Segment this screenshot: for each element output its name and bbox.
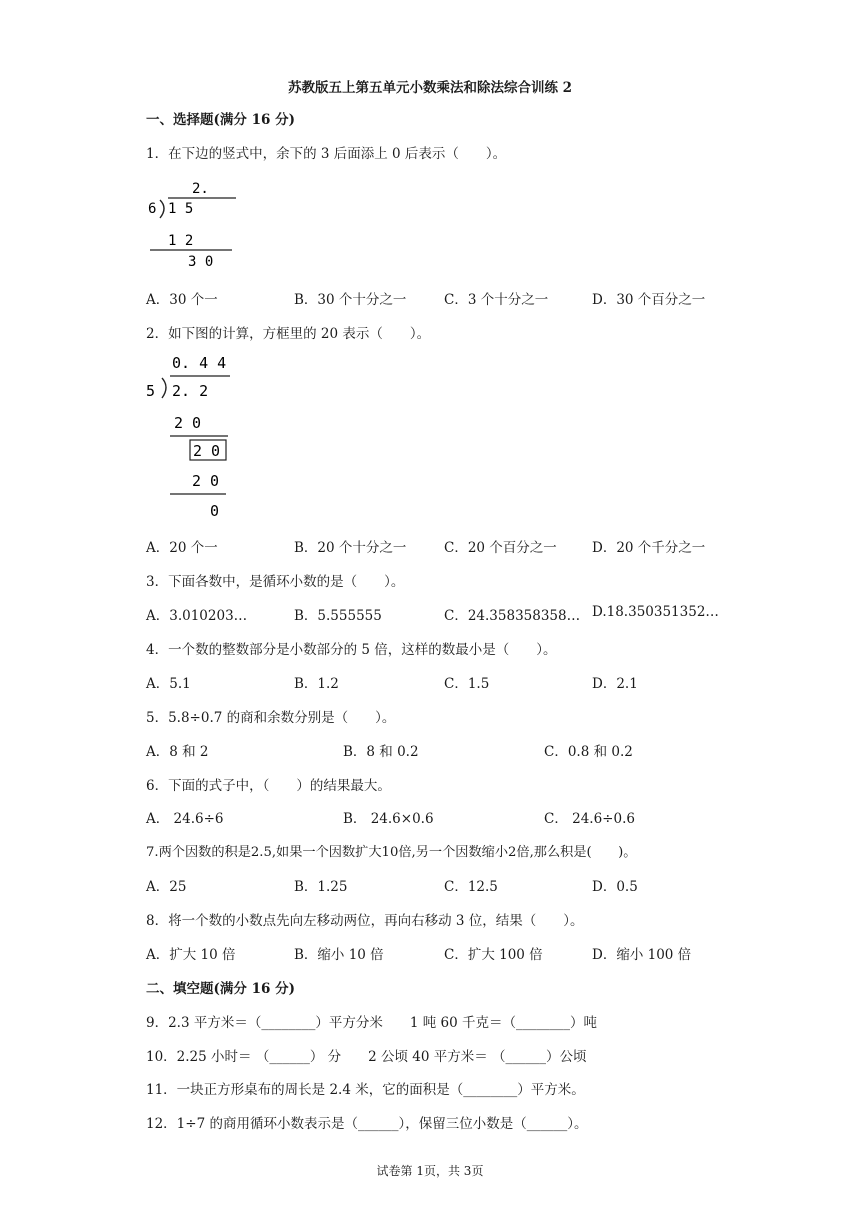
q8-option-a[interactable]: A．扩大 10 倍: [146, 947, 236, 963]
question-3: 3．下面各数中，是循环小数的是（ ）。: [146, 574, 405, 590]
division-2-boxed: 2 0: [193, 442, 221, 460]
q7-option-a[interactable]: A．25: [146, 879, 187, 895]
q1-option-c[interactable]: C．3 个十分之一: [444, 292, 549, 308]
q3-option-a[interactable]: A．3.010203…: [146, 608, 248, 624]
q8-option-c[interactable]: C．扩大 100 倍: [444, 947, 543, 963]
q1-option-d[interactable]: D．30 个百分之一: [592, 292, 706, 308]
question-1: 1．在下边的竖式中，余下的 3 后面添上 0 后表示（ ）。: [146, 146, 507, 162]
question-10: 10．2.25 小时＝ （______） 分 2 公顷 40 平方米＝ （______）公顷: [146, 1049, 587, 1065]
division-1-divisor: 6: [148, 201, 157, 217]
q1-option-a[interactable]: A．30 个一: [146, 292, 218, 308]
q5-option-c[interactable]: C．0.8 和 0.2: [544, 744, 633, 760]
q4-option-d[interactable]: D．2.1: [592, 676, 638, 692]
q8-option-d[interactable]: D．缩小 100 倍: [592, 947, 692, 963]
q7-option-d[interactable]: D．0.5: [592, 879, 638, 895]
q6-option-c[interactable]: C． 24.6÷0.6: [544, 811, 635, 827]
division-2-step1: 2 0: [174, 414, 202, 432]
q2-option-a[interactable]: A．20 个一: [146, 540, 218, 556]
division-2-divisor: 5: [146, 382, 156, 400]
q3-option-d[interactable]: D.18.350351352…: [592, 604, 719, 620]
section-heading-choice: 一、选择题(满分 16 分): [146, 112, 295, 128]
q5-option-a[interactable]: A．8 和 2: [146, 744, 209, 760]
question-6: 6．下面的式子中，（ ）的结果最大。: [146, 778, 391, 794]
q1-option-b[interactable]: B．30 个十分之一: [294, 292, 407, 308]
question-7: 7.两个因数的积是2.5,如果一个因数扩大10倍,另一个因数缩小2倍,那么积是( )。: [146, 845, 637, 860]
division-1-quotient: 2.: [192, 181, 209, 197]
question-8: 8．将一个数的小数点先向左移动两位，再向右移动 3 位，结果（ ）。: [146, 913, 584, 929]
page-footer: 试卷第 1页，共 3页: [376, 1164, 484, 1178]
q4-option-b[interactable]: B．1.2: [294, 676, 339, 692]
division-1-remainder: 3 0: [188, 254, 214, 270]
q2-option-b[interactable]: B．20 个十分之一: [294, 540, 407, 556]
division-1-dividend: 1 5: [168, 201, 194, 217]
division-2-dividend: 2. 2: [172, 382, 209, 400]
division-2-remainder: 0: [210, 502, 220, 520]
long-division-figure-1: [144, 176, 244, 272]
question-12: 12．1÷7 的商用循环小数表示是（______），保留三位小数是（______）。: [146, 1116, 588, 1132]
q4-option-a[interactable]: A．5.1: [146, 676, 191, 692]
division-2-step2: 2 0: [192, 472, 220, 490]
q7-option-c[interactable]: C．12.5: [444, 879, 498, 895]
q6-option-b[interactable]: B． 24.6×0.6: [343, 811, 434, 827]
page-title: 苏教版五上第五单元小数乘法和除法综合训练 2: [287, 80, 573, 96]
long-division-figure-2: [144, 350, 238, 522]
q2-option-c[interactable]: C．20 个百分之一: [444, 540, 557, 556]
division-1-product: 1 2: [168, 233, 194, 249]
q5-option-b[interactable]: B．8 和 0.2: [343, 744, 419, 760]
q2-option-d[interactable]: D．20 个千分之一: [592, 540, 706, 556]
q7-option-b[interactable]: B．1.25: [294, 879, 348, 895]
division-2-quotient: 0. 4 4: [172, 354, 227, 372]
question-11: 11．一块正方形桌布的周长是 2.4 米，它的面积是（________）平方米。: [146, 1082, 585, 1098]
q3-option-b[interactable]: B．5.555555: [294, 608, 382, 624]
q8-option-b[interactable]: B．缩小 10 倍: [294, 947, 384, 963]
question-2: 2．如下图的计算，方框里的 20 表示（ ）。: [146, 326, 431, 342]
q3-option-c[interactable]: C．24.358358358…: [444, 608, 581, 624]
q4-option-c[interactable]: C．1.5: [444, 676, 490, 692]
q6-option-a[interactable]: A． 24.6÷6: [146, 811, 224, 827]
question-4: 4．一个数的整数部分是小数部分的 5 倍，这样的数最小是（ ）。: [146, 642, 557, 658]
question-9: 9．2.3 平方米＝（________）平方分米 1 吨 60 千克＝（________）吨: [146, 1015, 597, 1031]
question-5: 5．5.8÷0.7 的商和余数分别是（ ）。: [146, 710, 396, 726]
section-heading-fill: 二、填空题(满分 16 分): [146, 981, 295, 997]
